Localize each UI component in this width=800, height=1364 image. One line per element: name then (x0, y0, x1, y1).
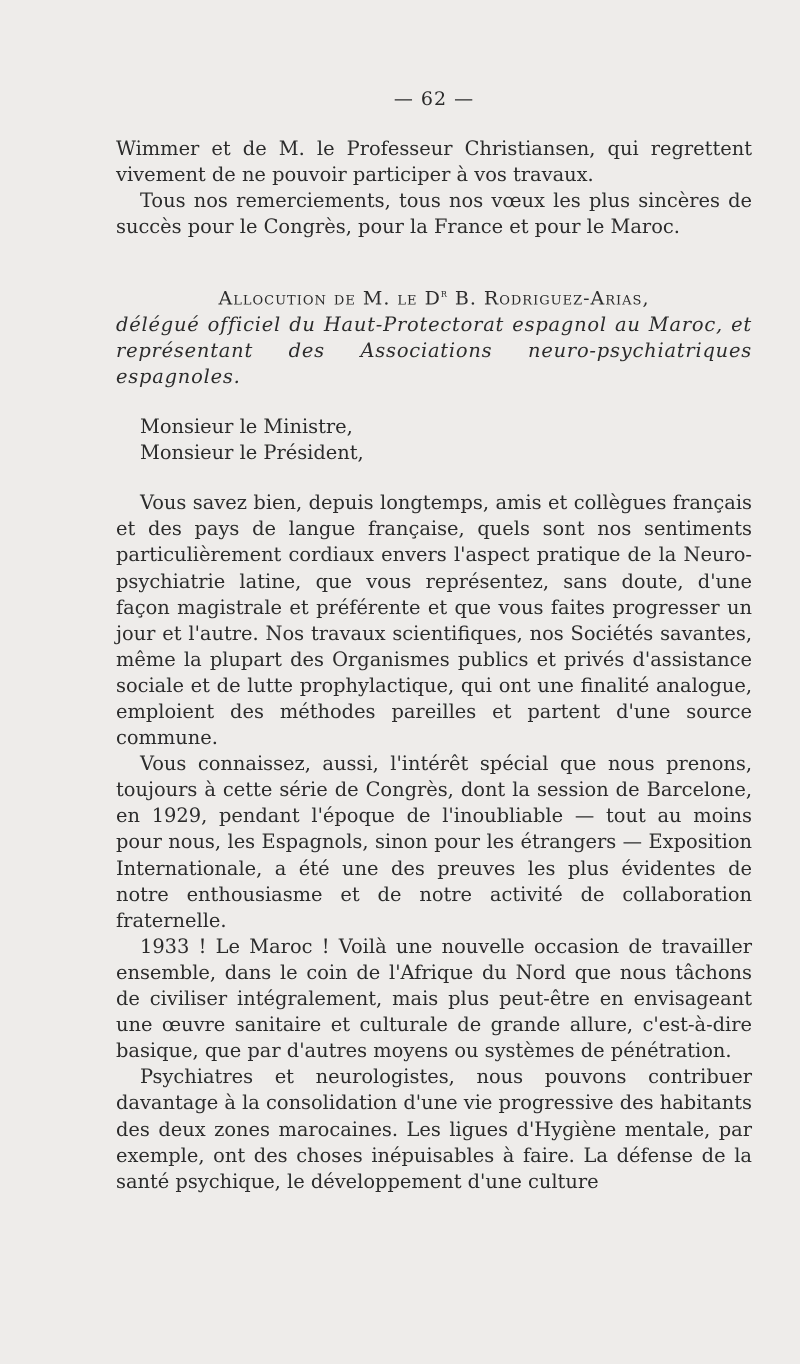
section-heading (116, 280, 752, 311)
heading-superscript: r (440, 286, 448, 301)
page-number: — 62 — (393, 88, 475, 110)
paragraph-3: Vous savez bien, depuis longtemps, amis et collègues français et des pays de langue française, quels sont nos sentiments particulièrement cordiaux envers l'aspect pratique de la Neuro-psychiatrie latine, que vous représentez, sans doute, d'une façon magistrale et préférente et que vous faites progresser un jour et l'autre. Nos travaux scientifiques, nos Sociétés savantes, même la plupart des Organismes publics et privés d'assistance sociale et de lutte prophylactique, qui ont une finalité analogue, emploient des méthodes pareilles et partent d'une source commune. (116, 491, 752, 750)
heading-text-2: B. Rodriguez-Arias, (447, 287, 650, 310)
paragraph-1: Wimmer et de M. le Professeur Christiansen, qui regrettent vivement de ne pouvoir participer à vos travaux. (116, 137, 752, 187)
paragraph-5: 1933 ! Le Maroc ! Voilà une nouvelle occasion de travailler ensemble, dans le coin de l'Afrique du Nord que nous tâchons de civiliser intégralement, mais plus peut-être en envisageant une œuvre sanitaire et culturale de grande allure, c'est-à-dire basique, que par d'autres moyens ou systèmes de pénétration. (116, 934, 752, 1063)
salutation-minister: Monsieur le Ministre, (140, 415, 353, 439)
document-page (116, 88, 752, 1195)
paragraph-2: Tous nos remerciements, tous nos vœux les plus sincères de succès pour le Congrès, pour la France et pour le Maroc. (116, 189, 752, 239)
paragraph-4: Vous connaissez, aussi, l'intérêt spécial que nous prenons, toujours à cette série de Congrès, dont la session de Barcelone, en 1929, pendant l'époque de l'inoubliable — tout au moins pour nous, les Espagnols, sinon pour les étrangers — Exposition Internationale, a été une des preuves les plus évidentes de notre enthousiasme et de notre activité de collaboration fraternelle. (116, 752, 752, 932)
paragraph-6: Psychiatres et neurologistes, nous pouvons contribuer davantage à la consolidation d'une vie progressive des habitants des deux zones marocaines. Les ligues d'Hygiène mentale, par exemple, ont des choses inépuisables à faire. La défense de la santé psychique, le développement d'une culture (116, 1065, 752, 1193)
salutation-president: Monsieur le Président, (140, 441, 364, 465)
section-subheading: délégué officiel du Haut-Protectorat espagnol au Maroc, et représentant des Associations neuro-psychiatriques espagnoles. (116, 312, 752, 388)
heading-text-1: Allocution de M. le D (218, 287, 441, 310)
